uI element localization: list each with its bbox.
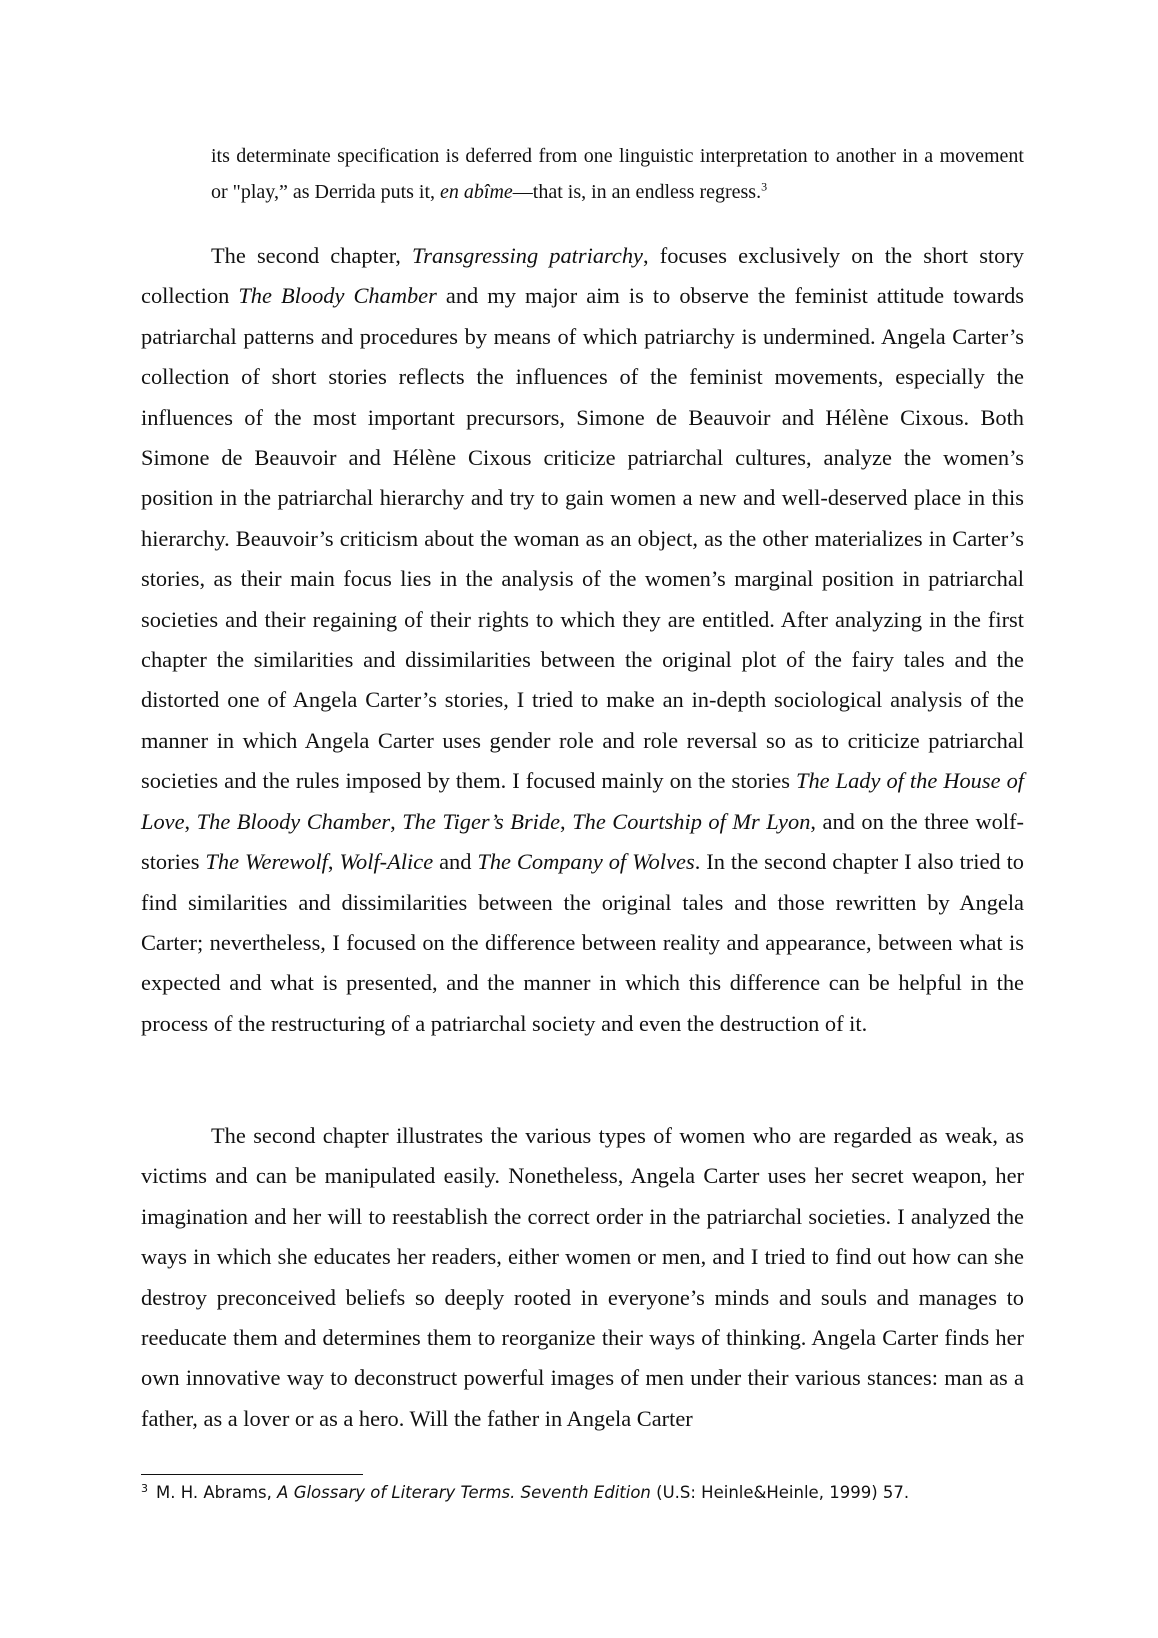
italic-title: The Lady of the House of Love bbox=[141, 768, 1024, 834]
paragraph-text: . In the second chapter I also tried to find similarities and dissimilarities between the original tales and those rewritten by Angela Carter; nevertheless, I focused on the difference between reality and appearance, between what is expected and what is presented, and the manner in which this difference can be helpful in the process of the restructuring of a patriarchal society and even the destruction of it. bbox=[141, 849, 1024, 1036]
italic-title: The Company of Wolves bbox=[477, 849, 695, 875]
paragraph-text: , bbox=[560, 808, 573, 834]
footnote-title: A Glossary of Literary Terms. Seventh Edition bbox=[277, 1483, 651, 1502]
paragraph-text: , and on the three wolf-stories bbox=[141, 808, 1024, 875]
italic-title: Wolf-Alice bbox=[339, 849, 434, 875]
paragraph-text: , focuses exclusively on the short story collection bbox=[141, 243, 1024, 309]
italic-title: The Werewolf bbox=[205, 849, 328, 875]
paragraph-text: and my major aim is to observe the feminist attitude towards patriarchal patterns and procedures by means of which patriarchy is undermined. Angela Carter’s collection of short stories reflects the influences of the feminist movements, especially the influences of the most important precursors, Simone de Beauvoir and Hélène Cixous. Both Simone de Beauvoir and Hélène Cixous criticize patriarchal cultures, analyze the women’s position in the patriarchal hierarchy and try to gain women a new and well-deserved place in this hierarchy. Beauvoir’s criticism about the woman as an object, as the other materializes in Carter’s stories, as their main focus lies in the analysis of the women’s marginal position in patriarchal societies and their regaining of their rights to which they are entitled. After analyzing in the first chapter the similarities and dissimilarities between the original plot of the fairy tales and the distorted one of Angela Carter’s stories, I tried to make an in-depth sociological analysis of the manner in which Angela Carter uses gender role and role reversal so as to criticize patriarchal societies and the rules imposed by them. I focused mainly on the stories bbox=[141, 283, 1025, 794]
paragraph-text: and bbox=[433, 849, 478, 875]
italic-title: The Courtship of Mr Lyon bbox=[572, 808, 811, 834]
quote-italic-en-abime: en abîme bbox=[440, 181, 513, 203]
footnote-number: 3 bbox=[141, 1481, 148, 1495]
paragraph-text: , bbox=[390, 808, 403, 834]
footnote bbox=[141, 1480, 1041, 1506]
footnote-author: M. H. Abrams, bbox=[156, 1483, 278, 1502]
italic-title: Transgressing patriarchy bbox=[412, 243, 643, 268]
paragraph-types-of-women: The second chapter illustrates the various types of women who are regarded as weak, as victims and can be manipulated easily. Nonetheless, Angela Carter uses her secret weapon, her imagination and her will to reestablish the correct order in the patriarchal societies. I analyzed the ways in which she educates her readers, either women or men, and I tried to find out how can she destroy preconceived beliefs so deeply rooted in everyone’s minds and souls and manages to reeducate them and determines them to reorganize their ways of thinking. Angela Carter finds her own innovative way to deconstruct powerful images of men under their various stances: man as a father, as a lover or as a hero. Will the father in Angela Carter bbox=[141, 1123, 1024, 1431]
italic-title: The Tiger’s Bride bbox=[402, 808, 561, 834]
paragraph-chapter-two-overview bbox=[141, 236, 1024, 1044]
italic-title: The Bloody Chamber bbox=[196, 808, 391, 834]
paragraph-text: , bbox=[327, 849, 340, 875]
quote-text-end: —that is, in an endless regress. bbox=[512, 181, 762, 203]
paragraph-text: The second chapter, bbox=[211, 243, 413, 268]
paragraph-text: , bbox=[184, 808, 197, 834]
block-quote bbox=[211, 138, 1024, 210]
quote-text: its determinate specification is deferred from one linguistic interpretation to another in a movement or "play,” as Derrida puts it, bbox=[211, 145, 1024, 203]
footnote-publication: (U.S: Heinle&Heinle, 1999) 57. bbox=[650, 1483, 910, 1502]
footnote-reference: 3 bbox=[761, 179, 768, 194]
italic-title: The Bloody Chamber bbox=[238, 283, 437, 309]
footnote-separator bbox=[141, 1474, 363, 1475]
